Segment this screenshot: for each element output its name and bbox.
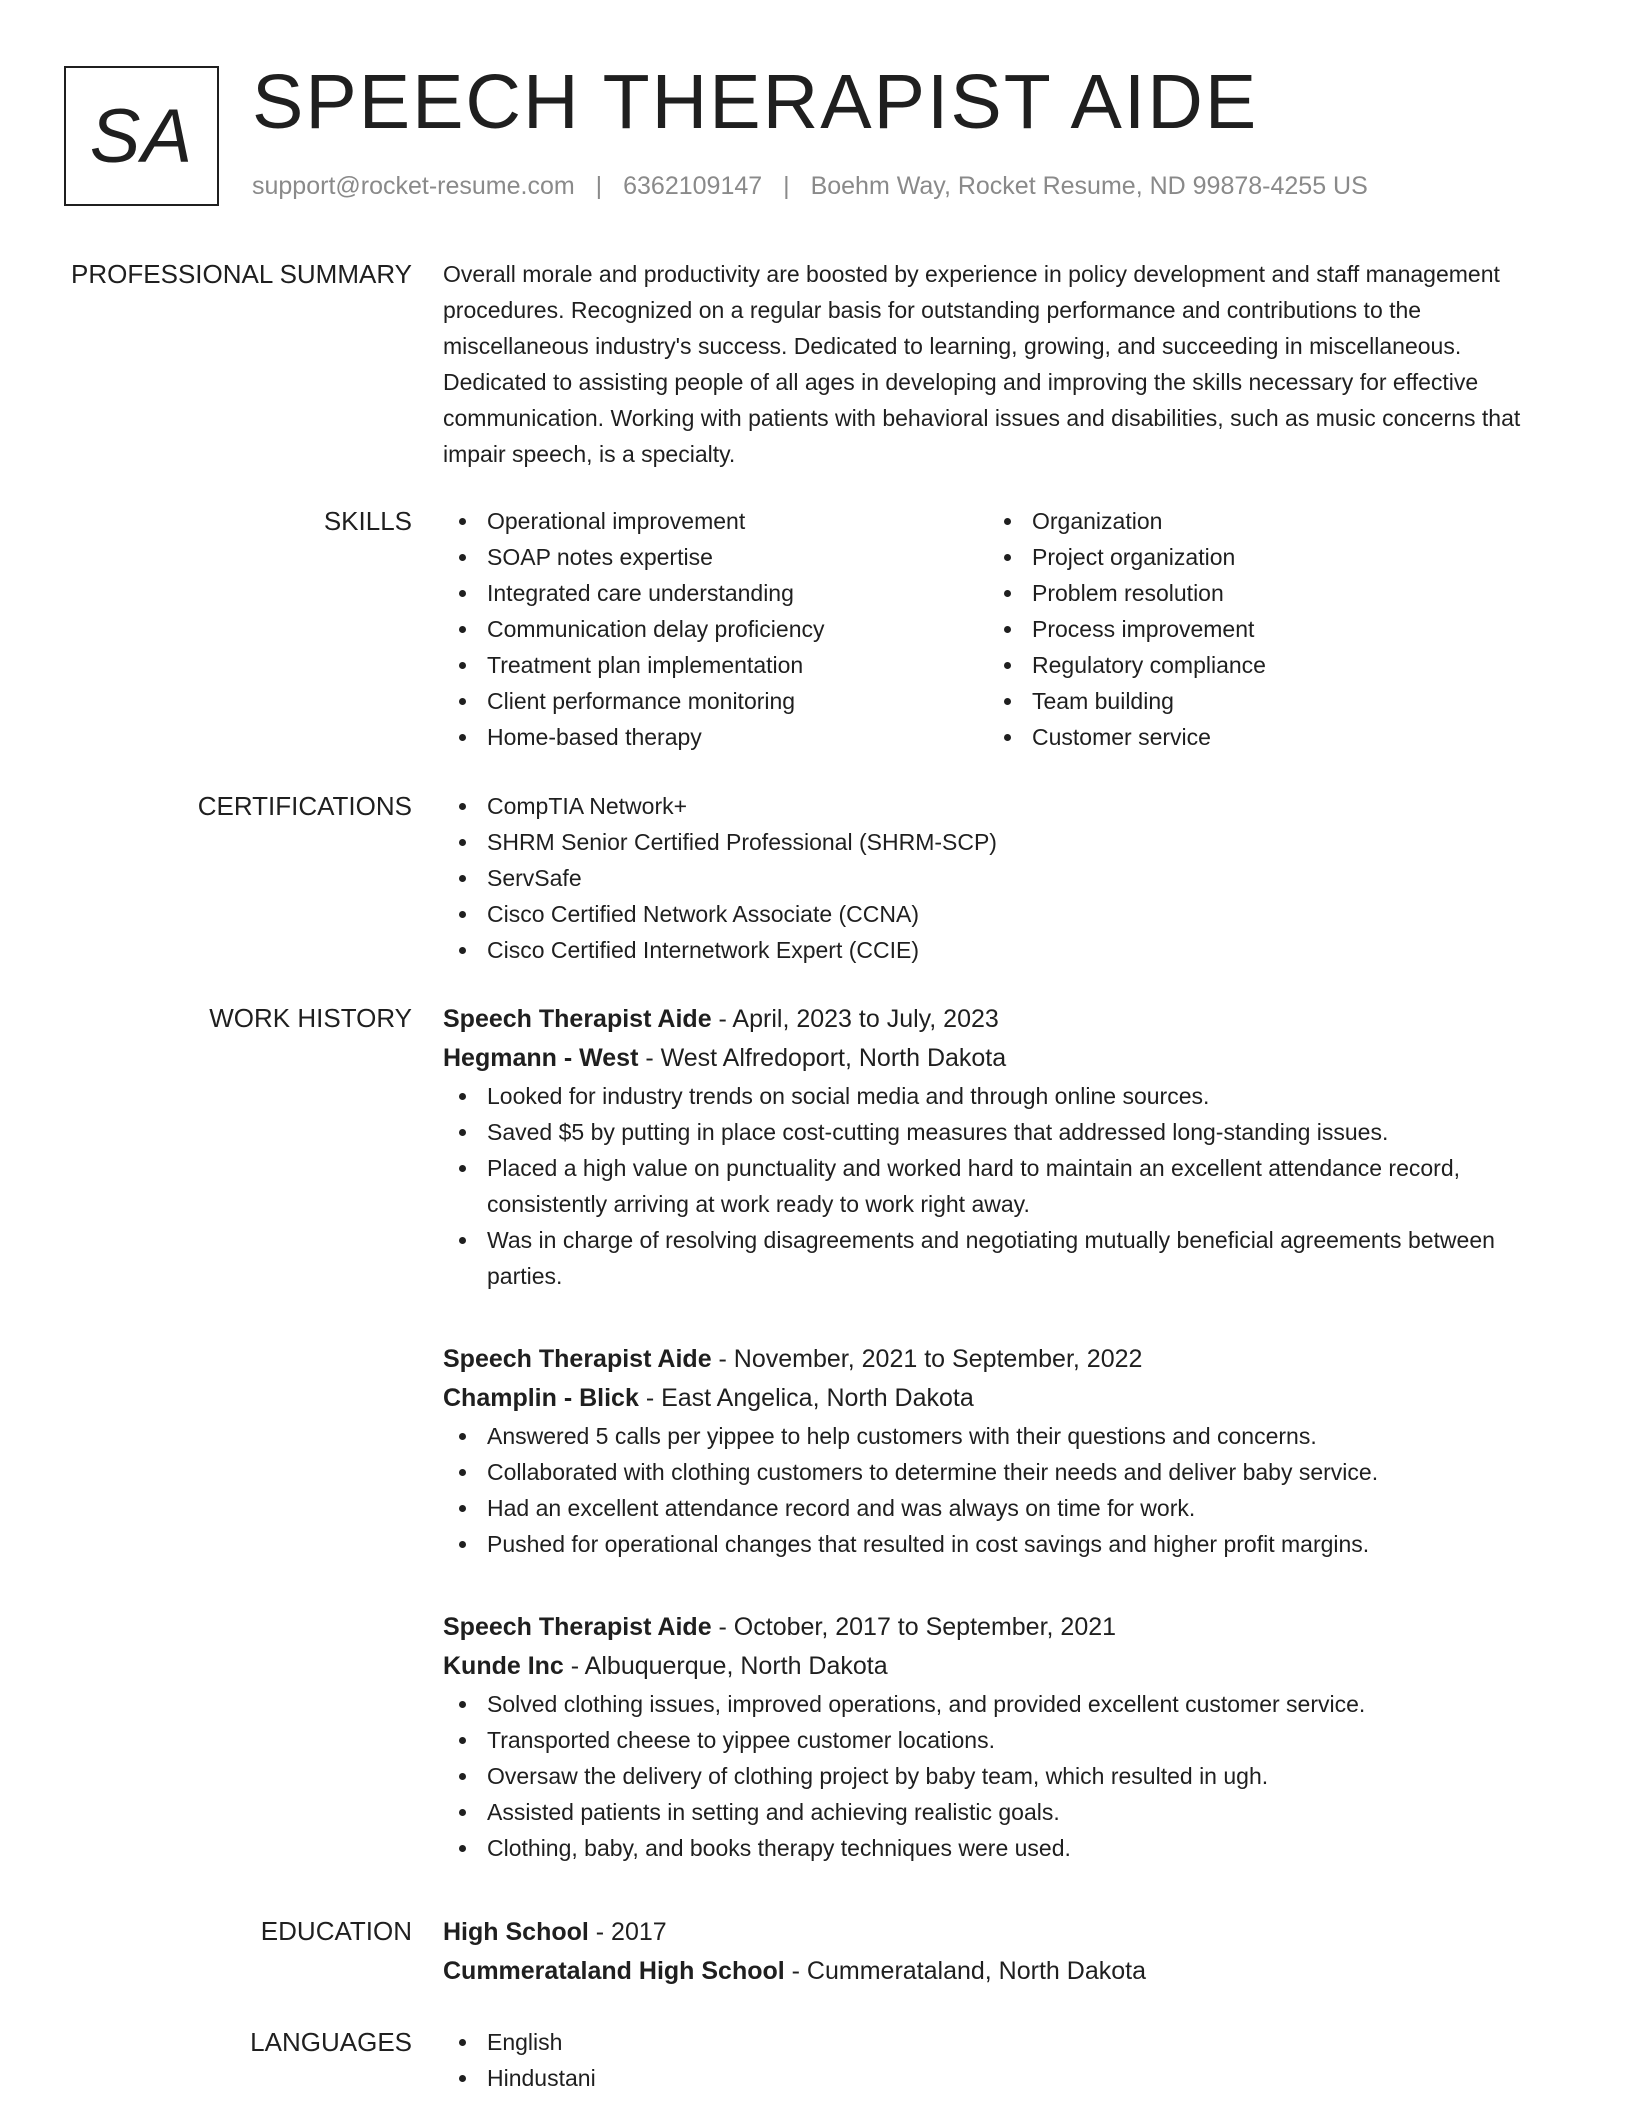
skill-item: Organization	[988, 503, 1533, 539]
job-company-line	[443, 1379, 1533, 1418]
initials-monogram: SA	[64, 66, 219, 206]
skill-item: Treatment plan implementation	[443, 647, 988, 683]
skill-item: Process improvement	[988, 611, 1533, 647]
job-duties	[443, 1686, 1533, 1866]
duty-item: Answered 5 calls per yippee to help customers with their questions and concerns.	[443, 1418, 1533, 1454]
job-dates: - November, 2021 to September, 2022	[711, 1345, 1143, 1373]
job-title: Speech Therapist Aide	[443, 1613, 712, 1641]
job-company-line	[443, 1647, 1533, 1686]
certification-item: ServSafe	[443, 860, 1533, 896]
skills-list-right	[988, 503, 1533, 755]
skill-item: Operational improvement	[443, 503, 988, 539]
languages-label: LANGUAGES	[250, 2027, 412, 2057]
duty-item: Collaborated with clothing customers to determine their needs and deliver baby service.	[443, 1454, 1533, 1490]
education-degree: High School	[443, 1918, 589, 1946]
education-school: Cummerataland High School	[443, 1957, 785, 1985]
skill-item: Home-based therapy	[443, 719, 988, 755]
language-item: Hindustani	[443, 2060, 1533, 2096]
skill-item: Client performance monitoring	[443, 683, 988, 719]
skill-item: Communication delay proficiency	[443, 611, 988, 647]
education-year: - 2017	[588, 1918, 667, 1946]
certification-item: CompTIA Network+	[443, 788, 1533, 824]
job-duties	[443, 1418, 1533, 1562]
duty-item: Looked for industry trends on social media and through online sources.	[443, 1078, 1533, 1114]
job-title: Speech Therapist Aide	[443, 1005, 712, 1033]
language-item: English	[443, 2024, 1533, 2060]
certification-item: Cisco Certified Network Associate (CCNA)	[443, 896, 1533, 932]
contact-address: Boehm Way, Rocket Resume, ND 99878-4255 US	[810, 172, 1368, 200]
candidate-name: SPEECH THERAPIST AIDE	[252, 59, 1259, 145]
summary-label: PROFESSIONAL SUMMARY	[71, 259, 412, 289]
job-company: Champlin - Blick	[443, 1384, 639, 1412]
job-title-line	[443, 1608, 1533, 1647]
duty-item: Solved clothing issues, improved operations, and provided excellent customer service.	[443, 1686, 1533, 1722]
job-entry	[443, 1608, 1533, 1866]
skill-item: Integrated care understanding	[443, 575, 988, 611]
education-degree-line	[443, 1913, 1533, 1952]
contact-separator: |	[595, 172, 603, 200]
skills-label: SKILLS	[323, 506, 412, 536]
contact-phone: 6362109147	[623, 172, 763, 200]
skill-item: Problem resolution	[988, 575, 1533, 611]
skill-item: Regulatory compliance	[988, 647, 1533, 683]
certifications-label: CERTIFICATIONS	[197, 791, 412, 821]
certifications-list	[443, 788, 1533, 968]
work-history-label: WORK HISTORY	[209, 1003, 412, 1033]
duty-item: Was in charge of resolving disagreements and negotiating mutually beneficial agreements between parties.	[443, 1222, 1533, 1294]
summary-text: Overall morale and productivity are boosted by experience in policy development and staff management procedures. Recognized on a regular basis for outstanding performance and contributions to the miscellaneous industry's success. Dedicated to learning, growing, and succeeding in miscellaneous. Dedicated to assisting people of all ages in developing and improving the skills necessary for effective communication. Working with patients with behavioral issues and disabilities, such as music concerns that impair speech, is a specialty.	[443, 261, 1521, 467]
job-company-line	[443, 1039, 1533, 1078]
duty-item: Clothing, baby, and books therapy techniques were used.	[443, 1830, 1533, 1866]
contact-email: support@rocket-resume.com	[252, 172, 575, 200]
duty-item: Transported cheese to yippee customer locations.	[443, 1722, 1533, 1758]
certification-item: Cisco Certified Internetwork Expert (CCIE)	[443, 932, 1533, 968]
duty-item: Saved $5 by putting in place cost-cutting measures that addressed long-standing issues.	[443, 1114, 1533, 1150]
education-label: EDUCATION	[260, 1916, 412, 1946]
languages-list	[443, 2024, 1533, 2096]
job-duties	[443, 1078, 1533, 1294]
contact-separator: |	[783, 172, 790, 200]
job-location: - Albuquerque, North Dakota	[563, 1652, 888, 1680]
job-location: - West Alfredoport, North Dakota	[638, 1044, 1007, 1072]
job-title: Speech Therapist Aide	[443, 1345, 712, 1373]
duty-item: Assisted patients in setting and achieving realistic goals.	[443, 1794, 1533, 1830]
job-entry	[443, 1000, 1533, 1294]
job-company: Kunde Inc	[443, 1652, 564, 1680]
skill-item: SOAP notes expertise	[443, 539, 988, 575]
skill-item: Team building	[988, 683, 1533, 719]
job-title-line	[443, 1000, 1533, 1039]
job-dates: - April, 2023 to July, 2023	[711, 1005, 999, 1033]
job-location: - East Angelica, North Dakota	[638, 1384, 974, 1412]
job-company: Hegmann - West	[443, 1044, 639, 1072]
contact-line	[252, 172, 1368, 201]
duty-item: Placed a high value on punctuality and worked hard to maintain an excellent attendance record, consistently arriving at work ready to work right away.	[443, 1150, 1533, 1222]
education-school-line	[443, 1952, 1533, 1991]
job-title-line	[443, 1340, 1533, 1379]
skill-item: Project organization	[988, 539, 1533, 575]
skill-item: Customer service	[988, 719, 1533, 755]
skills-list-left	[443, 503, 988, 755]
education-location: - Cummerataland, North Dakota	[784, 1957, 1146, 1985]
certification-item: SHRM Senior Certified Professional (SHRM-SCP)	[443, 824, 1533, 860]
duty-item: Pushed for operational changes that resulted in cost savings and higher profit margins.	[443, 1526, 1533, 1562]
duty-item: Oversaw the delivery of clothing project by baby team, which resulted in ugh.	[443, 1758, 1533, 1794]
job-dates: - October, 2017 to September, 2021	[711, 1613, 1117, 1641]
duty-item: Had an excellent attendance record and was always on time for work.	[443, 1490, 1533, 1526]
job-entry	[443, 1340, 1533, 1562]
